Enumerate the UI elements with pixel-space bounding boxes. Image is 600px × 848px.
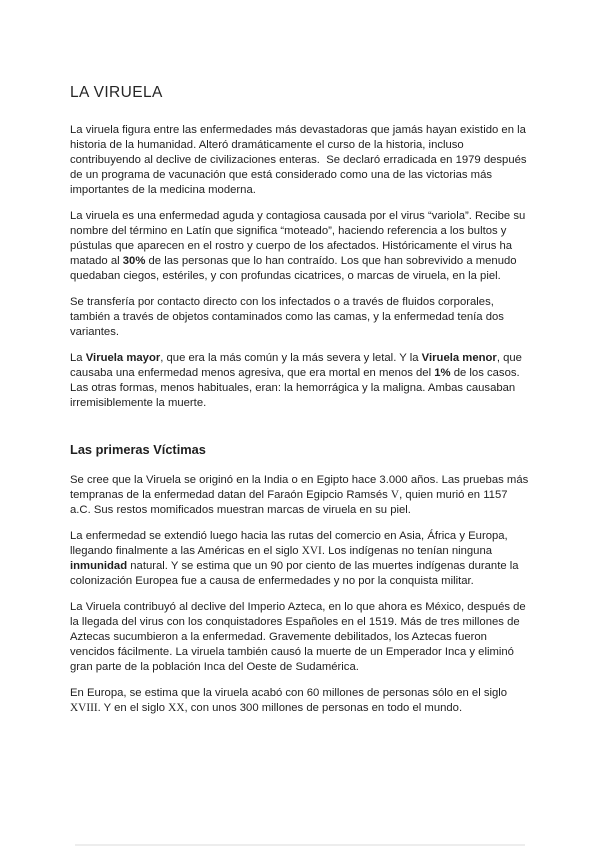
text-run: 1% xyxy=(434,367,451,379)
text-run: . Y en el siglo xyxy=(97,702,169,714)
text-run: Viruela menor xyxy=(421,352,497,364)
paragraph xyxy=(70,351,530,411)
paragraph xyxy=(70,686,530,716)
text-run: Se transfería por contacto directo con los infectados o a través de fluidos corporales, también a través de objetos contaminados como las camas, y la enfermedad tenía dos variantes. xyxy=(70,296,508,338)
paragraph xyxy=(70,209,530,284)
text-run: , que era la más común y la más severa y letal. Y la xyxy=(160,352,422,364)
text-run: Viruela mayor xyxy=(85,352,161,364)
document-title: LA VIRUELA xyxy=(70,84,163,101)
paragraph xyxy=(70,529,530,589)
paragraph xyxy=(70,295,530,340)
text-run: de los casos. Las otras formas, menos habituales, eran: la hemorrágica y la maligna. Ambas causaban irremisiblemente la muerte. xyxy=(70,367,523,409)
paragraph xyxy=(70,600,530,675)
text-run: La Viruela contribuyó al declive del Imperio Azteca, en lo que ahora es México, después de la llegada del virus con los conquistadores Españoles en el 1519. Más de tres millones de Aztecas sucumbieron a la enfermedad. Gravemente debilitados, los Aztecas fueron vencidos fácilmente. La viruela también causó la muerte de un Emperador Inca y eliminó gran parte de la población Inca del Oeste de Sudamérica. xyxy=(70,601,529,673)
text-run: La xyxy=(70,352,86,364)
text-run: XVI xyxy=(301,545,322,557)
text-run: La viruela figura entre las enfermedades más devastadoras que jamás hayan existido en la historia de la humanidad. Alteró dramáticamente el curso de la historia, incluso contribuyendo al declive de civilizaciones enteras. Se declaró erradicada en 1979 después de un programa de vacunación que está considerado como una de las victorias más importantes de la medicina moderna. xyxy=(70,124,530,196)
text-run: natural. Y se estima que un 90 por ciento de las muertes indígenas durante la colonización Europea fue a causa de enfermedades y no por la conquista militar. xyxy=(70,560,522,587)
text-run: , con unos 300 millones de personas en todo el mundo. xyxy=(184,702,463,714)
document-content xyxy=(70,123,530,716)
page-break-line xyxy=(75,844,525,846)
text-run: . Los indígenas no tenían ninguna xyxy=(321,545,496,557)
text-run: 30% xyxy=(122,255,146,267)
text-run: de las personas que lo han contraído. Los que han sobrevivido a menudo quedaban ciegos, estériles, y con profundas cicatrices, o marcas de viruela, en la piel. xyxy=(70,255,520,282)
section-heading: Las primeras Víctimas xyxy=(70,442,206,457)
text-run: inmunidad xyxy=(70,560,128,572)
text-run: La enfermedad se extendió luego hacia las rutas del comercio en Asia, África y Europa, llegando finalmente a las Américas en el siglo xyxy=(70,530,511,557)
text-run: , que causaba una enfermedad menos agresiva, que era mortal en menos del xyxy=(70,352,526,379)
text-run: V xyxy=(390,489,400,501)
paragraph xyxy=(70,473,530,518)
text-run: En Europa, se estima que la viruela acabó con 60 millones de personas sólo en el siglo xyxy=(70,687,511,699)
text-run: XVIII xyxy=(70,702,98,714)
paragraph xyxy=(70,123,530,198)
text-run: La viruela es una enfermedad aguda y contagiosa causada por el virus “variola”. Recibe su nombre del término en Latín que significa “moteado”, haciendo referencia a los bultos y pústulas que aparecen en el rostro y cuerpo de los afectados. Históricamente el virus ha matado al xyxy=(70,210,529,267)
text-run: Se cree que la Viruela se originó en la India o en Egipto hace 3.000 años. Las pruebas más tempranas de la enfermedad datan del Faraón Egipcio Ramsés xyxy=(70,474,532,501)
text-run: , quien murió en 1157 a.C. Sus restos momificados muestran marcas de viruela en su piel. xyxy=(70,489,511,516)
text-run: XX xyxy=(168,702,185,714)
